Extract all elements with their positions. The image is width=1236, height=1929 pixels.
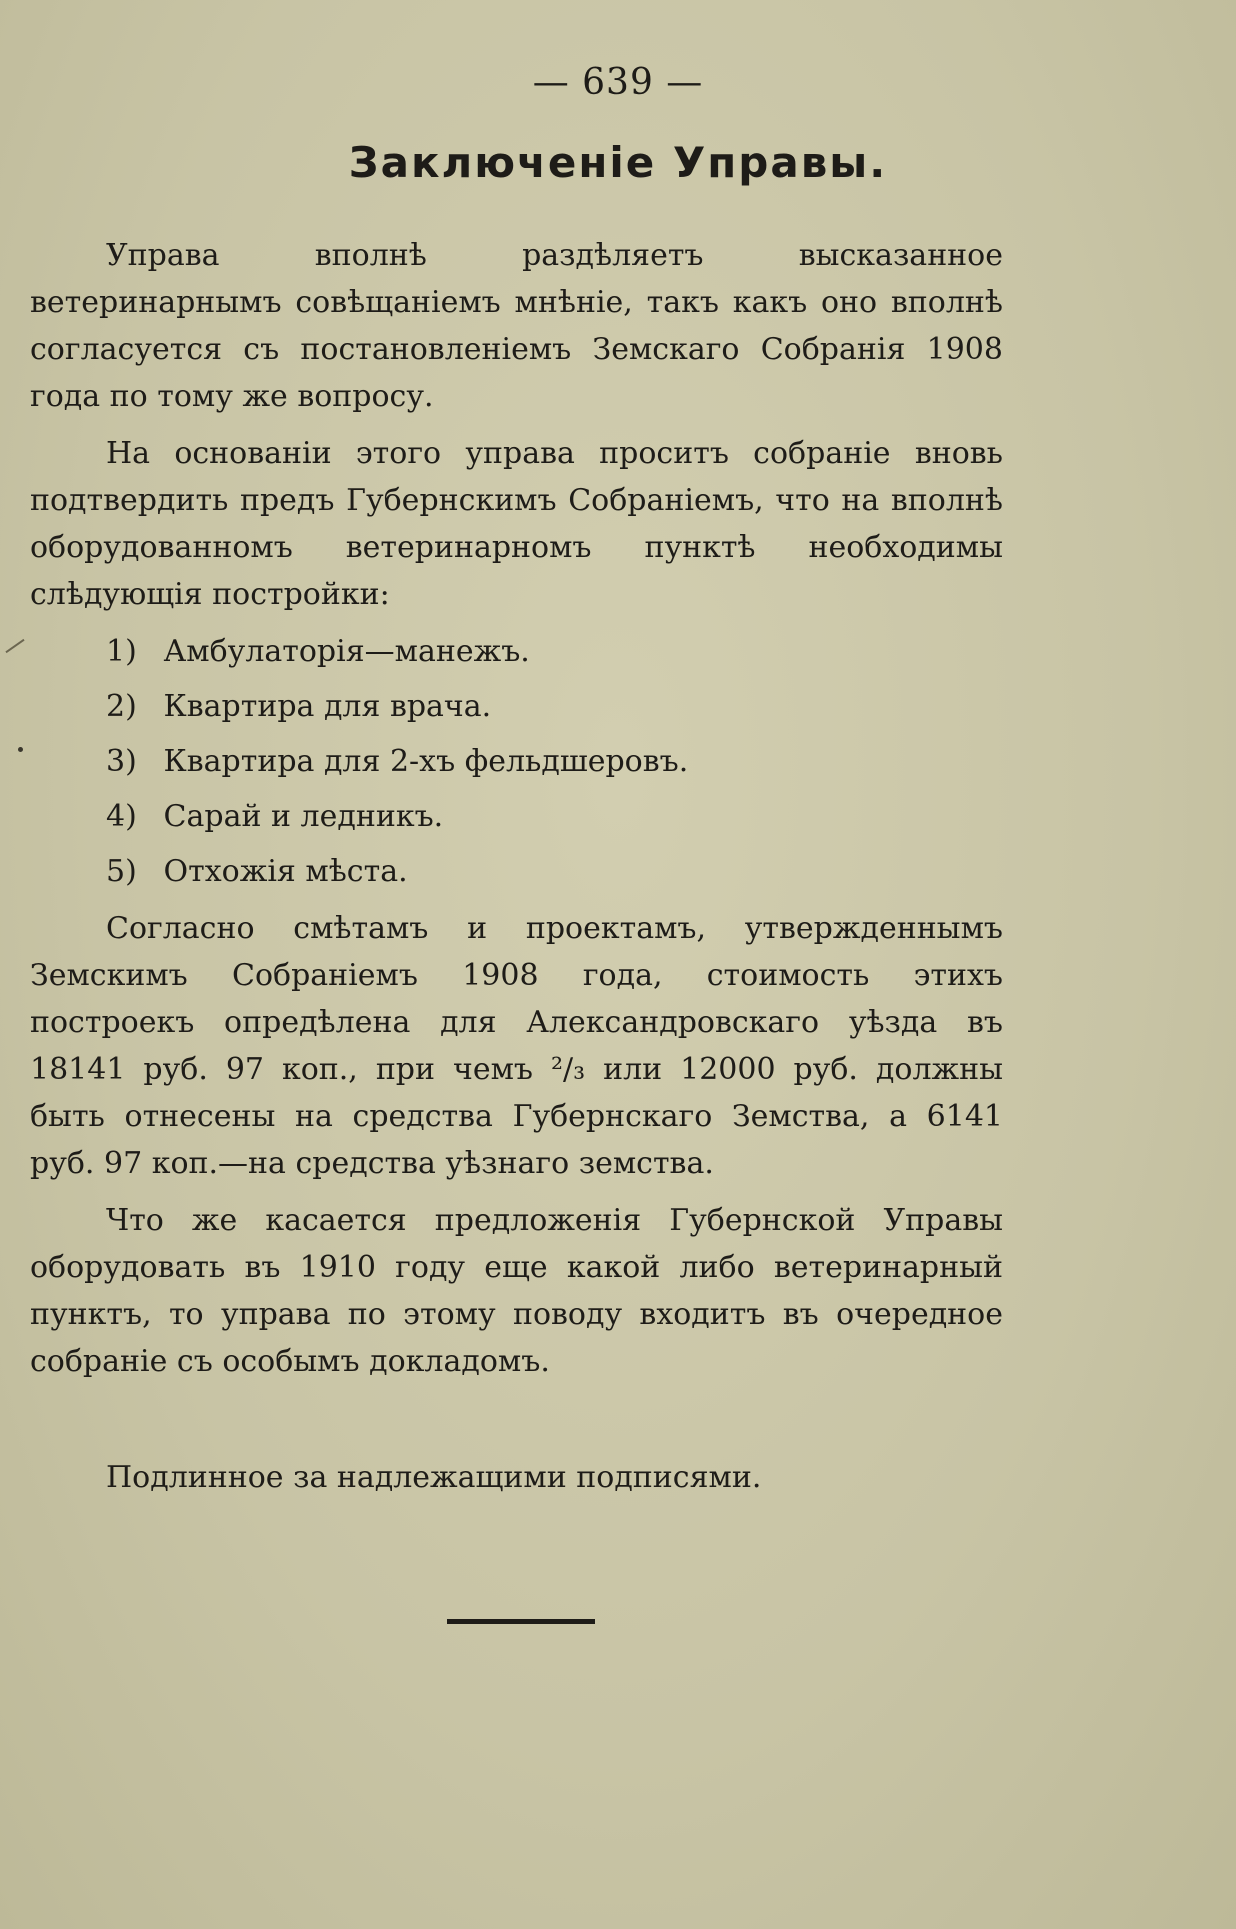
list-item-text: Амбулаторія—манежъ. — [163, 634, 530, 669]
list-item — [30, 683, 1003, 730]
list-item-number: 5) — [106, 854, 137, 889]
list-item — [30, 628, 1003, 675]
signature-note: Подлинное за надлежащими подписями. — [106, 1460, 762, 1495]
list-item-number: 4) — [106, 799, 137, 834]
list-item-text: Квартира для 2-хъ фельдшеровъ. — [163, 744, 689, 779]
list-item — [30, 848, 1003, 895]
list-item-text: Отхожія мѣста. — [163, 854, 408, 889]
list-item — [30, 738, 1003, 785]
list-item-number: 3) — [106, 744, 137, 779]
list-item-text: Квартира для врача. — [163, 689, 492, 724]
page-title: Заключеніе Управы. — [348, 138, 888, 187]
margin-pencil-mark — [5, 639, 24, 653]
list-item — [30, 793, 1003, 840]
list-item-number: 2) — [106, 689, 137, 724]
paragraph-cost: Согласно смѣтамъ и проектамъ, утвержденнымъ Земскимъ Собраніемъ 1908 года, стоимость этихъ построекъ опредѣлена для Александровскаго уѣзда въ 18141 руб. 97 коп., при чемъ ²/₃ или 12000 руб. должны быть отнесены на средства Губернскаго Земства, а 6141 руб. 97 коп.—на средства уѣзнаго земства. — [30, 911, 1003, 1181]
end-rule-divider — [447, 1619, 595, 1624]
page-number: — 639 — — [532, 62, 704, 103]
list-item-number: 1) — [106, 634, 137, 669]
paragraph-agreement: Управа вполнѣ раздѣляетъ высказанное ветеринарнымъ совѣщаніемъ мнѣніе, такъ какъ оно вполнѣ согласуется съ постановленіемъ Земскаго Собранія 1908 года по тому же вопросу. — [30, 238, 1003, 414]
paragraph-final: Что же касается предложенія Губернской Управы оборудовать въ 1910 году еще какой либо ветеринарный пунктъ, то управа по этому поводу входитъ въ очередное собраніе съ особымъ докладомъ. — [30, 1203, 1003, 1379]
list-item-text: Сарай и ледникъ. — [163, 799, 444, 834]
buildings-list — [30, 628, 1003, 895]
body-text — [30, 232, 1003, 1395]
margin-ink-dot — [18, 747, 23, 752]
paragraph-request: На основаніи этого управа проситъ собраніе вновь подтвердить предъ Губернскимъ Собраніемъ, что на вполнѣ оборудованномъ ветеринарномъ пунктѣ необходимы слѣдующія постройки: — [30, 436, 1003, 612]
